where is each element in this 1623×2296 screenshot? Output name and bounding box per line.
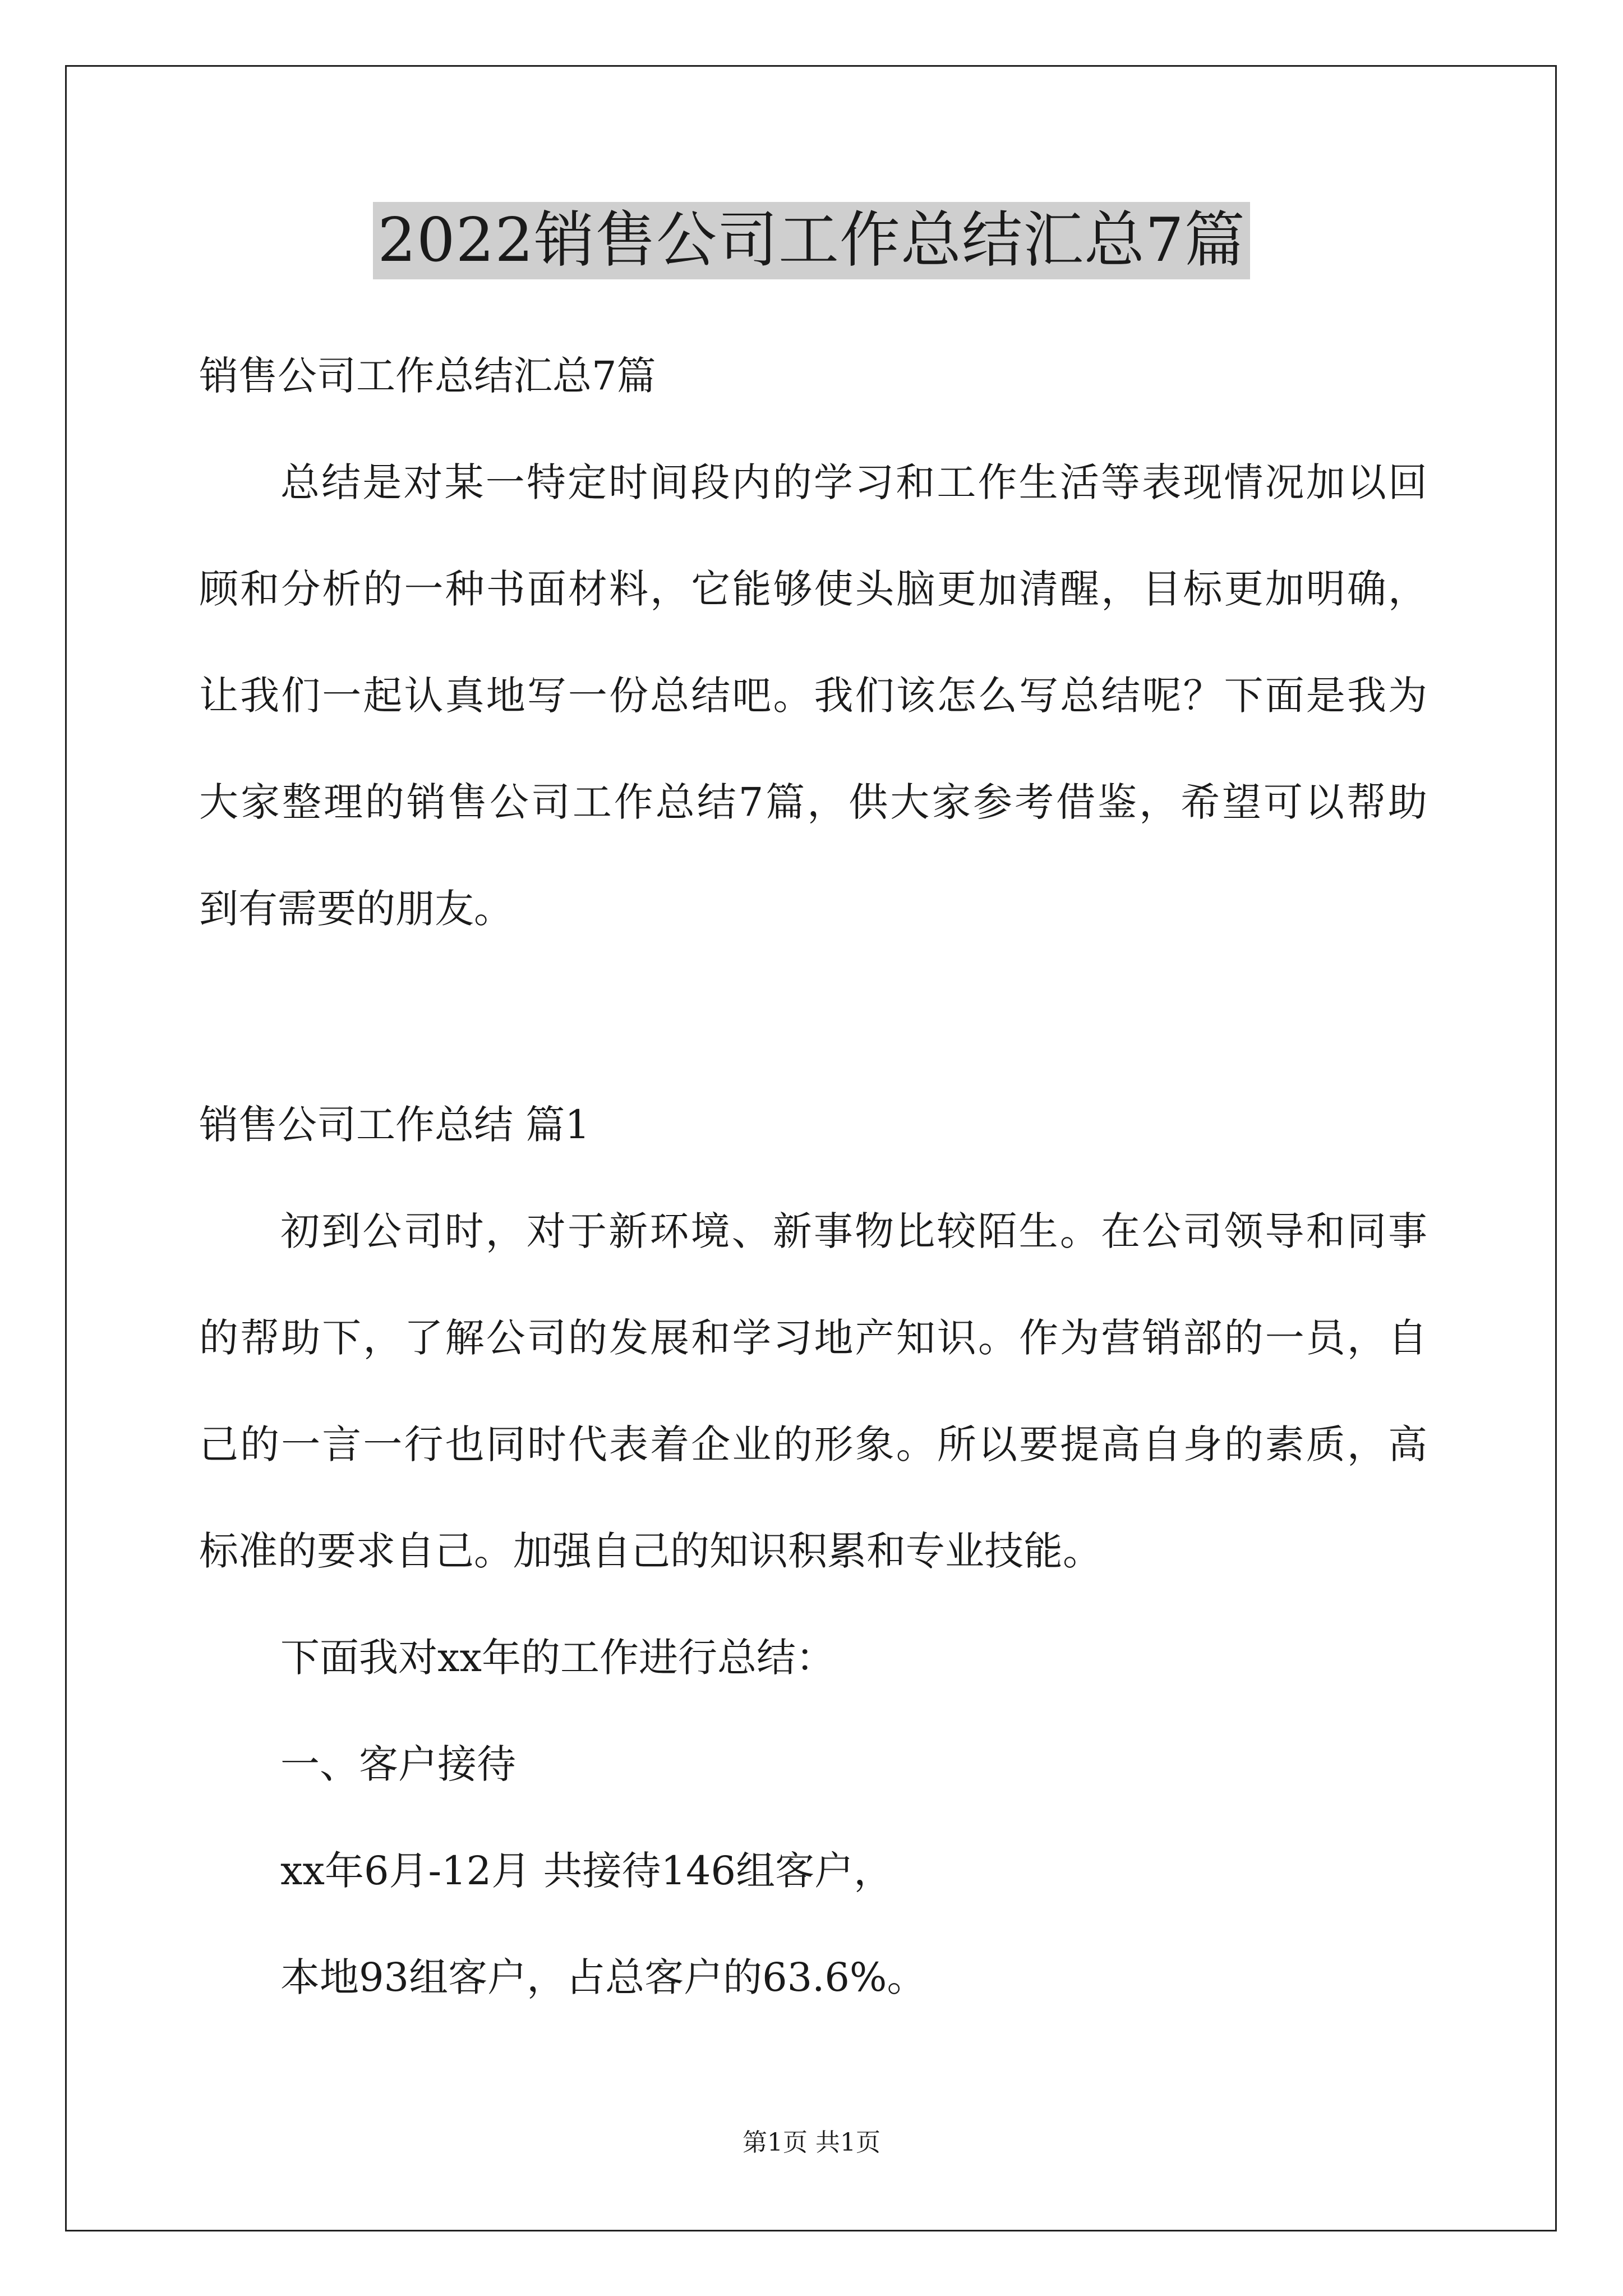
intro-line-1: 总结是对某一特定时间段内的学习和工作生活等表现情况加以回	[280, 459, 1427, 505]
title-container	[0, 202, 1623, 279]
intro-line-2: 顾和分析的一种书面材料，它能够使头脑更加清醒，目标更加明确，	[199, 566, 1427, 612]
intro-line-5: 到有需要的朋友。	[199, 886, 513, 932]
intro-line-3: 让我们一起认真地写一份总结吧。我们该怎么写总结呢？下面是我为	[199, 673, 1427, 719]
summary-intro: 下面我对xx年的工作进行总结：	[280, 1635, 835, 1681]
section-line-2: 的帮助下，了解公司的发展和学习地产知识。作为营销部的一员，自	[199, 1315, 1427, 1361]
section-line-1: 初到公司时，对于新环境、新事物比较陌生。在公司领导和同事	[280, 1208, 1427, 1254]
section-heading: 销售公司工作总结 篇1	[199, 1102, 590, 1148]
document-subtitle: 销售公司工作总结汇总7篇	[199, 353, 656, 399]
section-line-4: 标准的要求自己。加强自己的知识积累和专业技能。	[199, 1528, 1102, 1574]
intro-line-4: 大家整理的销售公司工作总结7篇，供大家参考借鉴，希望可以帮助	[199, 779, 1427, 825]
item-line-1: xx年6月-12月 共接待146组客户，	[280, 1848, 893, 1894]
section-line-3: 己的一言一行也同时代表着企业的形象。所以要提高自身的素质，高	[199, 1421, 1427, 1467]
page-footer: 第1页 共1页	[743, 2128, 880, 2157]
document-title: 2022销售公司工作总结汇总7篇	[373, 202, 1250, 279]
item-heading: 一、客户接待	[280, 1741, 516, 1787]
item-line-2: 本地93组客户，占总客户的63.6%。	[280, 1954, 926, 2000]
